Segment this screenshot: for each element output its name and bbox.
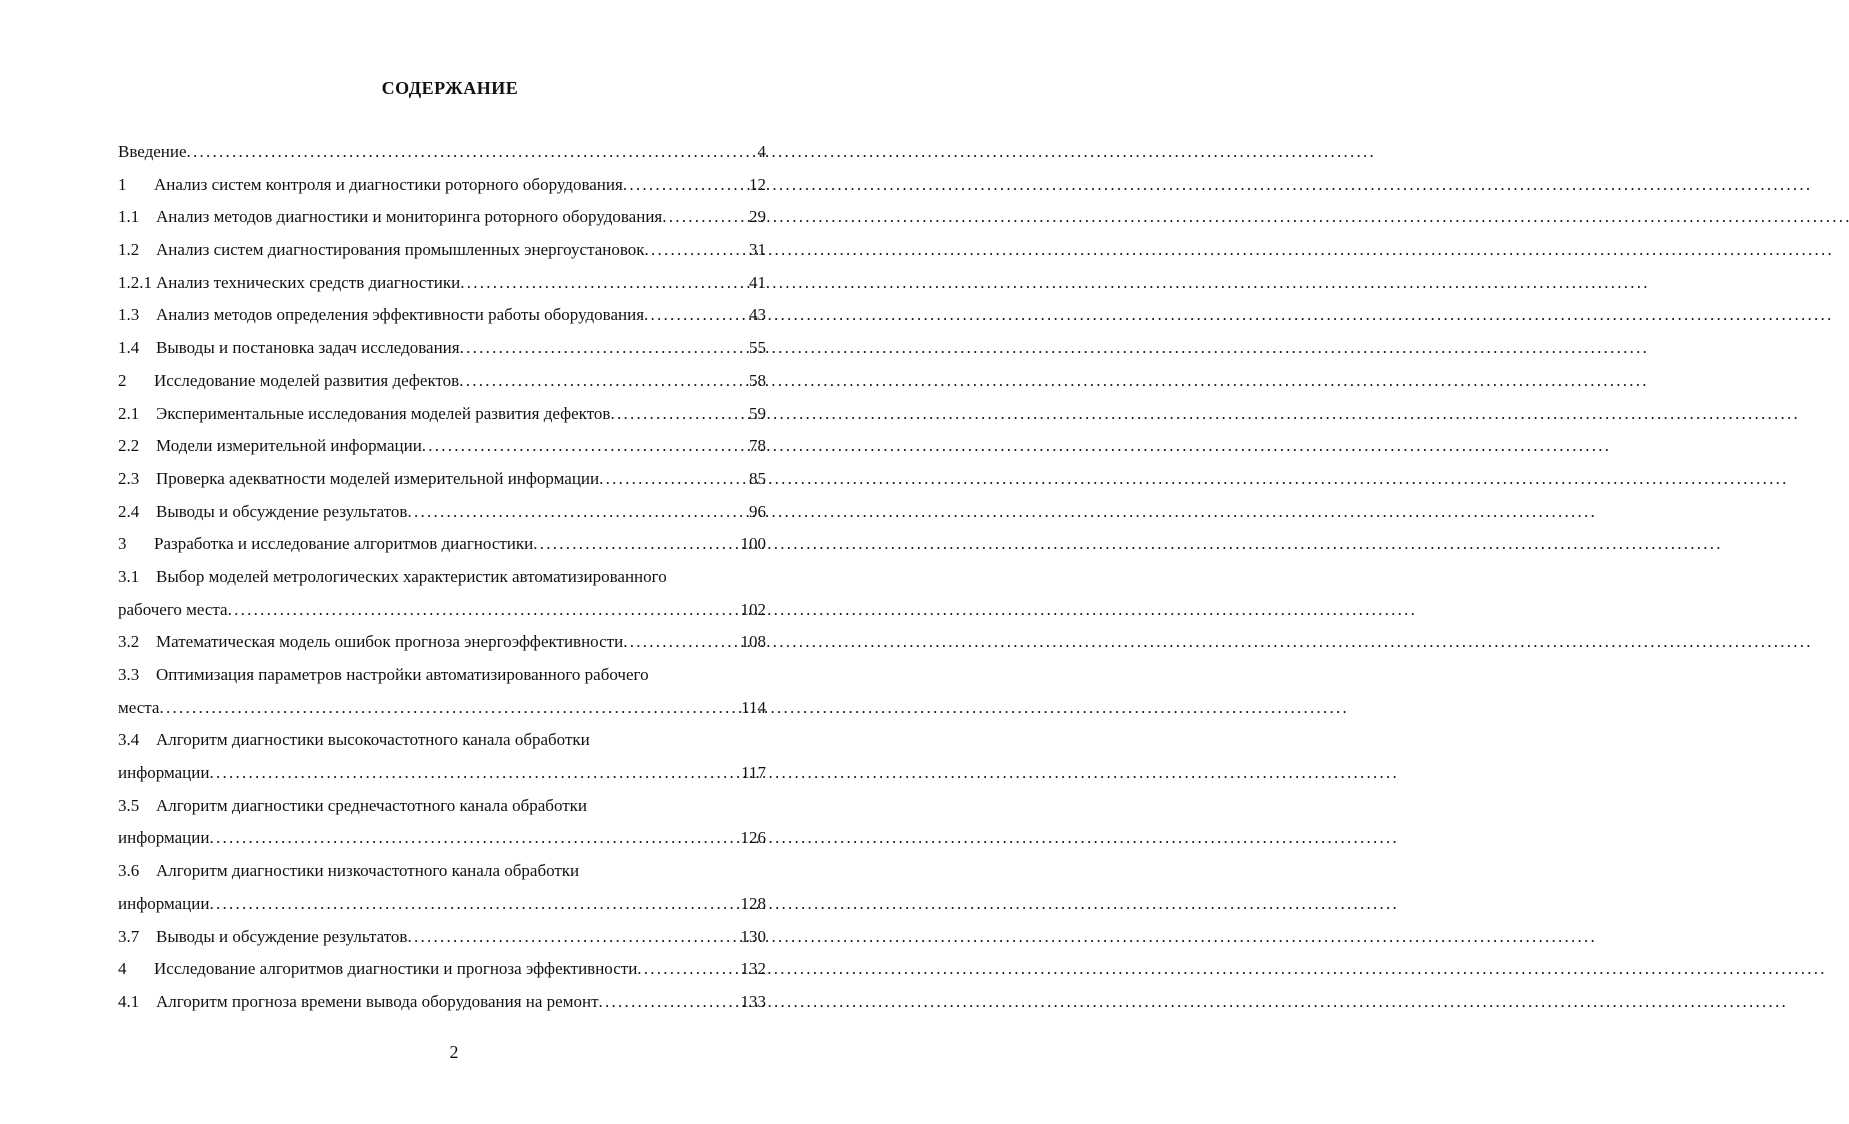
toc-leader-dots [599, 469, 745, 489]
toc-leader-dots [187, 142, 754, 162]
toc-entry-number: 1.2.1 [118, 272, 152, 292]
toc-leader-dots [645, 240, 745, 260]
toc-entry-title: Алгоритм прогноза времени вывода оборудования на ремонт [156, 991, 599, 1011]
toc-entry-number: 4 [118, 959, 127, 979]
toc-entry-number: 3.4 [118, 730, 140, 750]
toc-entry[interactable] [118, 240, 766, 273]
toc-entry[interactable] [118, 632, 766, 665]
toc-entry-page: 58 [749, 370, 766, 390]
toc-entry-number: 3.3 [118, 665, 140, 684]
toc-entry[interactable] [118, 175, 766, 208]
toc-entry-continuation[interactable] [118, 894, 766, 927]
toc-entry-title: Оптимизация параметров настройки автоматизированного рабочего [156, 665, 649, 684]
toc-entry-title-cont: информации [118, 763, 210, 783]
toc-entry-title-cont: места [118, 697, 160, 717]
toc-entry[interactable] [118, 469, 766, 502]
toc-entry-number: 3.2 [118, 632, 140, 652]
toc-entry[interactable] [118, 404, 766, 437]
toc-entry[interactable] [118, 534, 766, 567]
toc-entry[interactable] [118, 142, 766, 175]
toc-leader-dots [209, 828, 736, 848]
toc-entry-title: Разработка и исследование алгоритмов диагностики [154, 534, 534, 554]
toc-leader-dots [623, 175, 745, 195]
toc-entry-number: 3.6 [118, 861, 140, 881]
toc-entry-number: 1 [118, 174, 127, 194]
toc-entry[interactable] [118, 207, 766, 240]
toc-entry-title: Экспериментальные исследования моделей развития дефектов [156, 403, 611, 423]
toc-entry-page: 117 [741, 763, 766, 783]
toc-entry-title: Проверка адекватности моделей измерительной информации [156, 468, 600, 488]
toc-entry-page: 4 [757, 142, 766, 161]
table-of-contents [118, 142, 766, 1025]
toc-entry-page: 12 [749, 174, 766, 194]
toc-entry-title: Анализ технических средств диагностики [156, 272, 461, 292]
toc-entry-page: 132 [740, 959, 766, 979]
page-number: 2 [449, 1042, 459, 1062]
toc-entry-page: 133 [740, 991, 766, 1011]
toc-entry-title: Анализ систем диагностирования промышленных энергоустановок [156, 240, 645, 260]
toc-entry-title: Алгоритм диагностики среднечастотного канала обработки [156, 795, 588, 815]
toc-entry-title: Анализ методов определения эффективности работы оборудования [156, 305, 645, 325]
toc-entry-page: 108 [740, 632, 766, 652]
toc-leader-dots [460, 338, 745, 358]
toc-entry-title: Введение [118, 142, 187, 161]
toc-leader-dots [209, 894, 736, 914]
toc-entry-number: 3.5 [118, 795, 140, 815]
toc-entry-page: 85 [749, 468, 766, 488]
toc-entry-page: 43 [749, 305, 766, 325]
toc-entry-continuation[interactable] [118, 828, 766, 861]
toc-entry-continuation[interactable] [118, 698, 766, 731]
toc-entry-title-cont: информации [118, 893, 210, 913]
toc-entry-title-cont: информации [118, 828, 210, 848]
toc-entry-page: 114 [741, 697, 766, 717]
toc-leader-dots [407, 927, 736, 947]
toc-entry-number: 2.1 [118, 403, 140, 423]
toc-entry[interactable] [118, 338, 766, 371]
toc-entry-page: 29 [749, 207, 766, 227]
toc-entry-page: 59 [749, 403, 766, 423]
toc-leader-dots [460, 273, 745, 293]
toc-entry-title: Алгоритм диагностики низкочастотного канала обработки [156, 861, 580, 881]
toc-entry-title: Выводы и обсуждение результатов [156, 926, 408, 946]
toc-entry-page: 102 [740, 599, 766, 619]
toc-entry[interactable] [118, 796, 766, 829]
toc-entry-number: 3.7 [118, 926, 140, 946]
toc-entry[interactable] [118, 502, 766, 535]
toc-entry-page: 96 [749, 501, 766, 521]
toc-entry-number: 4.1 [118, 991, 140, 1011]
toc-entry[interactable] [118, 959, 766, 992]
toc-leader-dots [599, 992, 737, 1012]
toc-entry-title: Исследование моделей развития дефектов [154, 370, 460, 390]
toc-entry[interactable] [118, 861, 766, 894]
toc-entry-title: Алгоритм диагностики высокочастотного канала обработки [156, 730, 590, 750]
toc-entry[interactable] [118, 436, 766, 469]
toc-entry[interactable] [118, 371, 766, 404]
toc-entry[interactable] [118, 730, 766, 763]
toc-entry-page: 31 [749, 240, 766, 260]
toc-entry-page: 78 [749, 436, 766, 456]
toc-entry[interactable] [118, 273, 766, 306]
toc-entry-title-cont: рабочего места [118, 599, 228, 619]
toc-leader-dots [637, 959, 736, 979]
toc-entry-title: Исследование алгоритмов диагностики и прогноза эффективности [154, 959, 638, 979]
toc-leader-dots [644, 305, 745, 325]
toc-leader-dots [459, 371, 745, 391]
page-title: СОДЕРЖАНИЕ [381, 78, 519, 98]
toc-entry-page: 100 [740, 534, 766, 554]
toc-entry-number: 2.4 [118, 501, 140, 521]
toc-entry-number: 3 [118, 534, 127, 554]
toc-entry-number: 1.2 [118, 240, 140, 260]
toc-entry-title: Выбор моделей метрологических характеристик автоматизированного [156, 566, 667, 586]
toc-entry-title: Анализ методов диагностики и мониторинга роторного оборудования [156, 207, 663, 227]
toc-entry-title: Выводы и постановка задач исследования [156, 338, 460, 358]
toc-leader-dots [610, 404, 745, 424]
toc-entry-page: 128 [740, 893, 766, 913]
toc-leader-dots [662, 207, 745, 227]
toc-entry-title: Выводы и обсуждение результатов [156, 501, 408, 521]
toc-leader-dots [422, 436, 745, 456]
toc-entry[interactable] [118, 567, 766, 600]
toc-entry[interactable] [118, 992, 766, 1025]
toc-entry-number: 2 [118, 370, 127, 390]
toc-entry-number: 1.1 [118, 207, 140, 227]
toc-entry-number: 1.4 [118, 338, 140, 358]
toc-entry-number: 2.2 [118, 436, 140, 456]
toc-leader-dots [407, 502, 745, 522]
toc-entry-page: 41 [749, 272, 766, 292]
toc-entry-title: Математическая модель ошибок прогноза энергоэффективности [156, 632, 624, 652]
toc-entry[interactable] [118, 927, 766, 960]
toc-leader-dots [623, 632, 736, 652]
toc-entry[interactable] [118, 665, 766, 698]
toc-entry-continuation[interactable] [118, 763, 766, 796]
toc-leader-dots [228, 600, 737, 620]
toc-leader-dots [159, 698, 737, 718]
toc-entry-page: 126 [740, 828, 766, 848]
toc-entry-title: Модели измерительной информации [156, 436, 422, 456]
toc-entry-number: 2.3 [118, 468, 140, 488]
toc-entry[interactable] [118, 305, 766, 338]
toc-entry-title: Анализ систем контроля и диагностики роторного оборудования [154, 174, 623, 194]
toc-entry-page: 55 [749, 338, 766, 358]
toc-leader-dots [209, 763, 737, 783]
toc-entry-continuation[interactable] [118, 600, 766, 633]
toc-entry-page: 130 [740, 926, 766, 946]
toc-entry-number: 3.1 [118, 566, 140, 586]
toc-leader-dots [533, 534, 736, 554]
toc-entry-number: 1.3 [118, 305, 140, 325]
